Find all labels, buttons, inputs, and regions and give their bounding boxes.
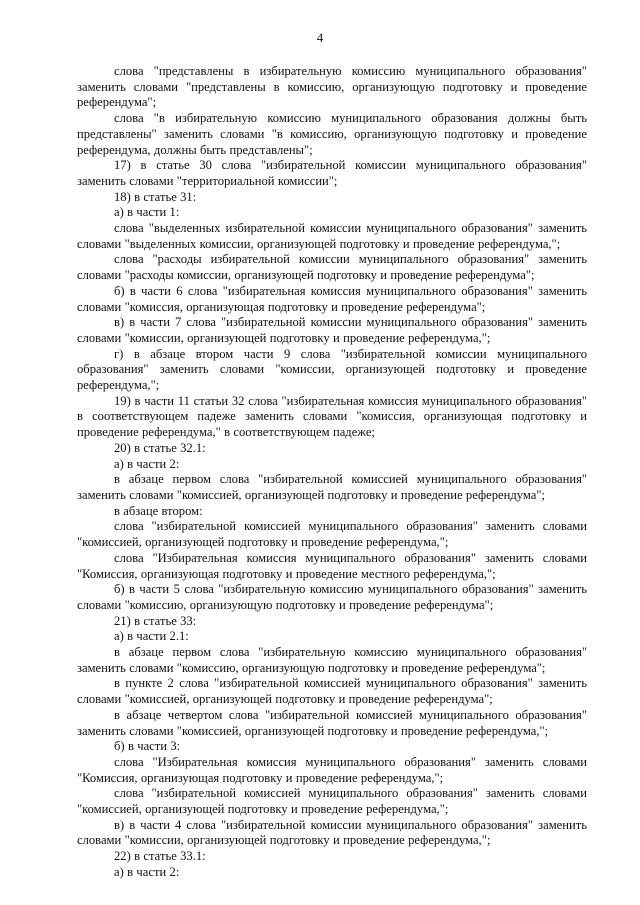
paragraph: а) в части 2:: [114, 864, 180, 879]
paragraph: слова "избирательной комиссией муниципального образования" заменить словами "комиссией, организующей подготовку и проведение референдума,";: [77, 786, 587, 817]
page-number: 4: [316, 30, 324, 45]
paragraph: в пункте 2 слова "избирательной комиссией муниципального образования" заменить словами "комиссией, организующей подготовку и проведение референдума";: [77, 676, 587, 707]
paragraph: а) в части 1:: [114, 205, 180, 220]
paragraph: в абзаце втором:: [114, 503, 203, 518]
paragraph: слова "Избирательная комиссия муниципального образования" заменить словами "Комиссия, организующая подготовку и проведение референдума,";: [77, 754, 587, 785]
paragraph: слова "в избирательную комиссию муниципального образования должны быть представлены" заменить словами "в комиссию, организующую подготовку и проведение референдума, должны быть представлены";: [77, 111, 587, 157]
paragraph: 18) в статье 31:: [114, 189, 197, 204]
paragraph: б) в части 3:: [114, 739, 181, 754]
paragraph: в) в части 4 слова "избирательной комиссии муниципального образования" заменить словами "комиссии, организующей подготовку и проведение референдума,";: [77, 817, 587, 848]
paragraph: г) в абзаце втором части 9 слова "избирательной комиссии муниципального образования" заменить словами "комиссии, организующей подготовку и проведение референдума,";: [77, 346, 587, 393]
document-body: [77, 64, 587, 881]
paragraph: в абзаце первом слова "избирательной комиссией муниципального образования" заменить словами "комиссией, организующей подготовку и проведение референдума";: [77, 472, 587, 502]
paragraph: слова "избирательной комиссией муниципального образования" заменить словами "комиссией, организующей подготовку и проведение референдума,";: [77, 519, 587, 550]
paragraph: слова "расходы избирательной комиссии муниципального образования" заменить словами "расходы комиссии, организующей подготовку и проведение референдума";: [77, 252, 587, 283]
paragraph: 19) в части 11 статьи 32 слова "избирательная комиссия муниципального образования" в соответствующем падеже заменить словами "комиссия, организующая подготовку и проведение референдума," в соответствующем падеже;: [77, 393, 587, 440]
paragraph: слова "Избирательная комиссия муниципального образования" заменить словами "Комиссия, организующая подготовку и проведение местного референдума,";: [77, 550, 587, 581]
paragraph: в) в части 7 слова "избирательной комиссии муниципального образования" заменить словами "комиссии, организующей подготовку и проведение референдума,";: [77, 315, 587, 345]
paragraph: 21) в статье 33:: [114, 613, 197, 628]
paragraph: 17) в статье 30 слова "избирательной комиссии муниципального образования" заменить словами "территориальной комиссии";: [77, 158, 587, 188]
paragraph: а) в части 2:: [114, 456, 180, 471]
paragraph: в абзаце первом слова "избирательную комиссию муниципального образования" заменить словами "комиссию, организующую подготовку и проведение референдума";: [77, 645, 587, 675]
paragraph: 20) в статье 32.1:: [114, 440, 206, 455]
paragraph: слова "выделенных избирательной комиссии муниципального образования" заменить словами "выделенных комиссии, организующей подготовку и проведение референдума,";: [77, 221, 587, 251]
paragraph: в абзаце четвертом слова "избирательной комиссией муниципального образования" заменить словами "комиссией, организующей подготовку и проведение референдума,";: [77, 707, 587, 738]
paragraph: б) в части 5 слова "избирательную комиссию муниципального образования" заменить словами "комиссию, организующую подготовку и проведение референдума";: [77, 582, 587, 612]
paragraph: а) в части 2.1:: [114, 629, 189, 644]
paragraph: б) в части 6 слова "избирательная комиссия муниципального образования" заменить словами "комиссия, организующая подготовку и проведение референдума";: [77, 283, 587, 314]
paragraph: 22) в статье 33.1:: [114, 849, 206, 864]
paragraph: слова "представлены в избирательную комиссию муниципального образования" заменить словами "представлены в комиссию, организующую подготовку и проведение референдума";: [77, 64, 587, 110]
